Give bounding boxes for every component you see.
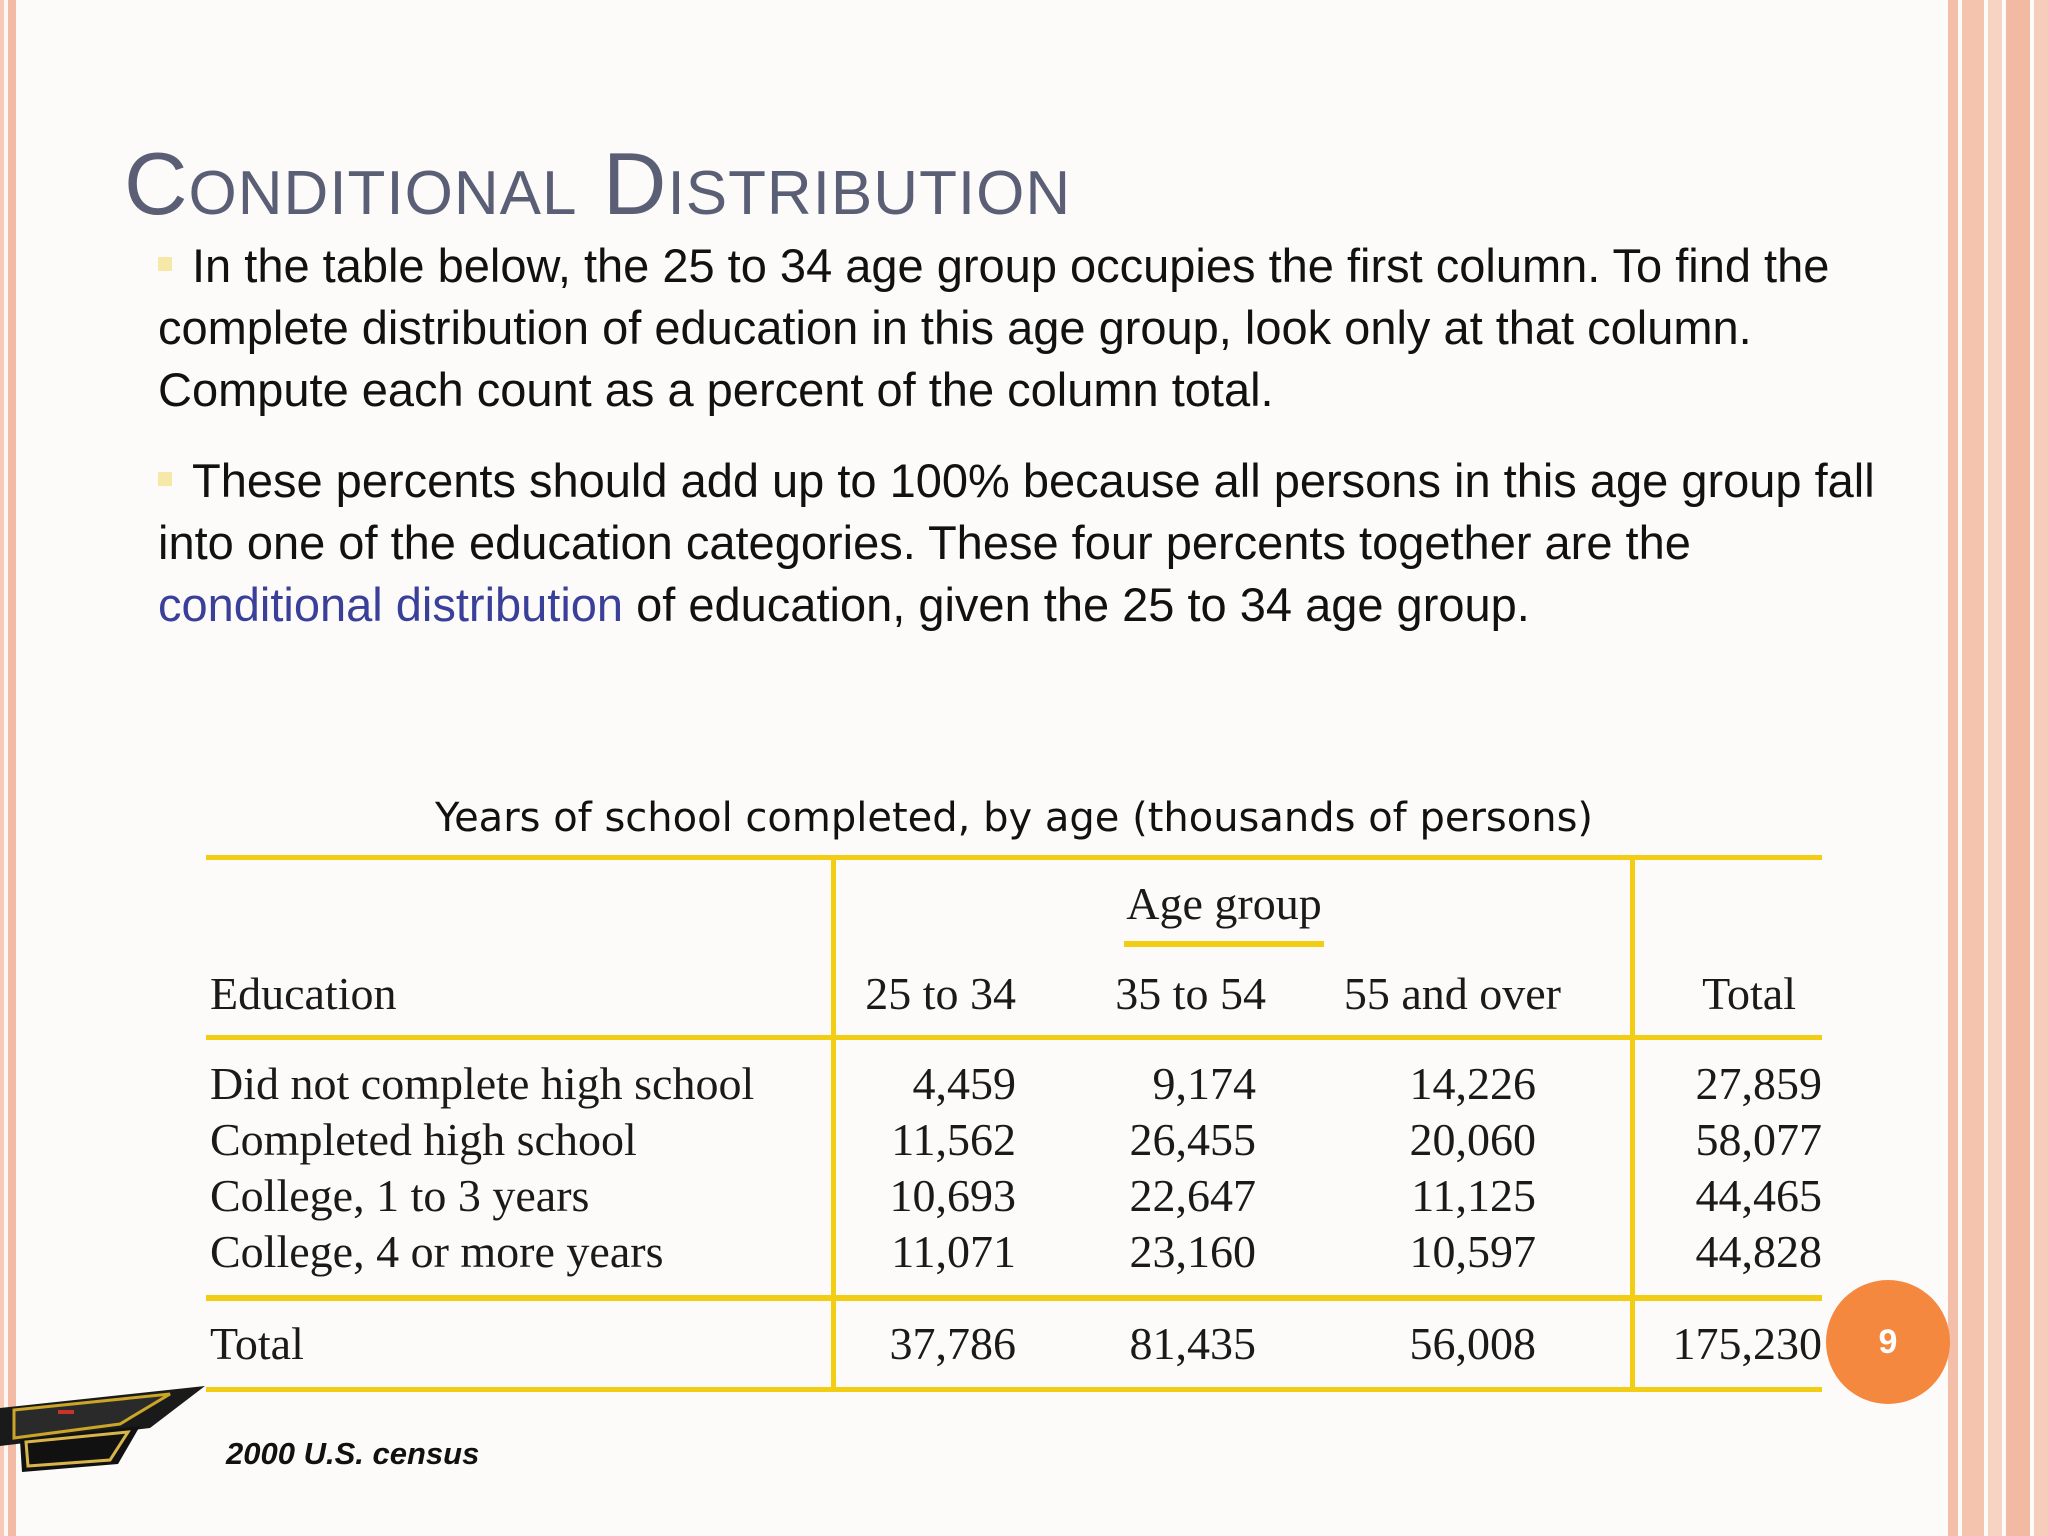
table-divider-right <box>1630 855 1635 1392</box>
column-header: 35 to 54 <box>1115 968 1266 1019</box>
highlight-term: conditional distribution <box>158 578 624 631</box>
table-cell: 11,125 <box>1411 1170 1536 1221</box>
paragraph-2-after: of education, given the 25 to 34 age group. <box>623 578 1530 631</box>
total-cell: 37,786 <box>889 1318 1016 1369</box>
age-group-header: Age group <box>1126 878 1322 929</box>
table-cell: 9,174 <box>1152 1058 1256 1109</box>
bullet-square-icon <box>158 472 172 486</box>
paragraph-2 <box>158 450 1898 636</box>
row-label: Completed high school <box>210 1114 637 1165</box>
table-cell: 58,077 <box>1695 1114 1822 1165</box>
total-cell: 56,008 <box>1409 1318 1536 1369</box>
table-caption: Years of school completed, by age (thousands of persons) <box>434 795 1594 841</box>
table-cell: 27,859 <box>1695 1058 1822 1109</box>
table-cell: 4,459 <box>912 1058 1016 1109</box>
table-rule-top <box>206 855 1822 860</box>
total-cell: 175,230 <box>1672 1318 1822 1369</box>
row-label: Did not complete high school <box>210 1058 755 1109</box>
table-cell: 23,160 <box>1129 1226 1256 1277</box>
table-cell: 44,828 <box>1695 1226 1822 1277</box>
table-rule-header <box>206 1035 1822 1040</box>
table-rule-bottom <box>206 1387 1822 1392</box>
table-cell: 14,226 <box>1409 1058 1536 1109</box>
slide-title: Conditional Distribution <box>124 134 1072 233</box>
paragraph-1 <box>158 235 1898 421</box>
table-rule-total <box>206 1295 1822 1301</box>
row-label: College, 4 or more years <box>210 1226 664 1277</box>
table-cell: 22,647 <box>1129 1170 1256 1221</box>
table-cell: 44,465 <box>1695 1170 1822 1221</box>
table-cell: 10,597 <box>1409 1226 1536 1277</box>
column-header: 25 to 34 <box>865 968 1016 1019</box>
column-header: 55 and over <box>1343 968 1561 1019</box>
table-cell: 26,455 <box>1129 1114 1256 1165</box>
total-cell: 81,435 <box>1129 1318 1256 1369</box>
table-cell: 11,071 <box>891 1226 1016 1277</box>
paragraph-1-text: In the table below, the 25 to 34 age group occupies the first column. To find the complete distribution of education in this age group, look only at that column. Compute each count as a percent of the column total. <box>158 239 1830 416</box>
age-group-underline <box>1124 941 1324 947</box>
left-border <box>0 0 16 1536</box>
row-label: College, 1 to 3 years <box>210 1170 590 1221</box>
bullet-square-icon <box>158 257 172 271</box>
paragraph-2-before: These percents should add up to 100% because all persons in this age group fall into one of the education categories. These four percents together are the <box>158 454 1875 569</box>
column-header: Education <box>210 968 397 1019</box>
table-cell: 11,562 <box>891 1114 1016 1165</box>
table-cell: 10,693 <box>889 1170 1016 1221</box>
source-note: 2000 U.S. census <box>226 1436 480 1471</box>
column-header: Total <box>1702 968 1796 1019</box>
right-border-stripes <box>1948 0 2048 1536</box>
page-number-badge: 9 <box>1826 1280 1950 1404</box>
graduation-cap-icon <box>0 1380 215 1490</box>
table-divider-left <box>831 855 836 1392</box>
table-cell: 20,060 <box>1409 1114 1536 1165</box>
total-row-label: Total <box>210 1318 304 1369</box>
